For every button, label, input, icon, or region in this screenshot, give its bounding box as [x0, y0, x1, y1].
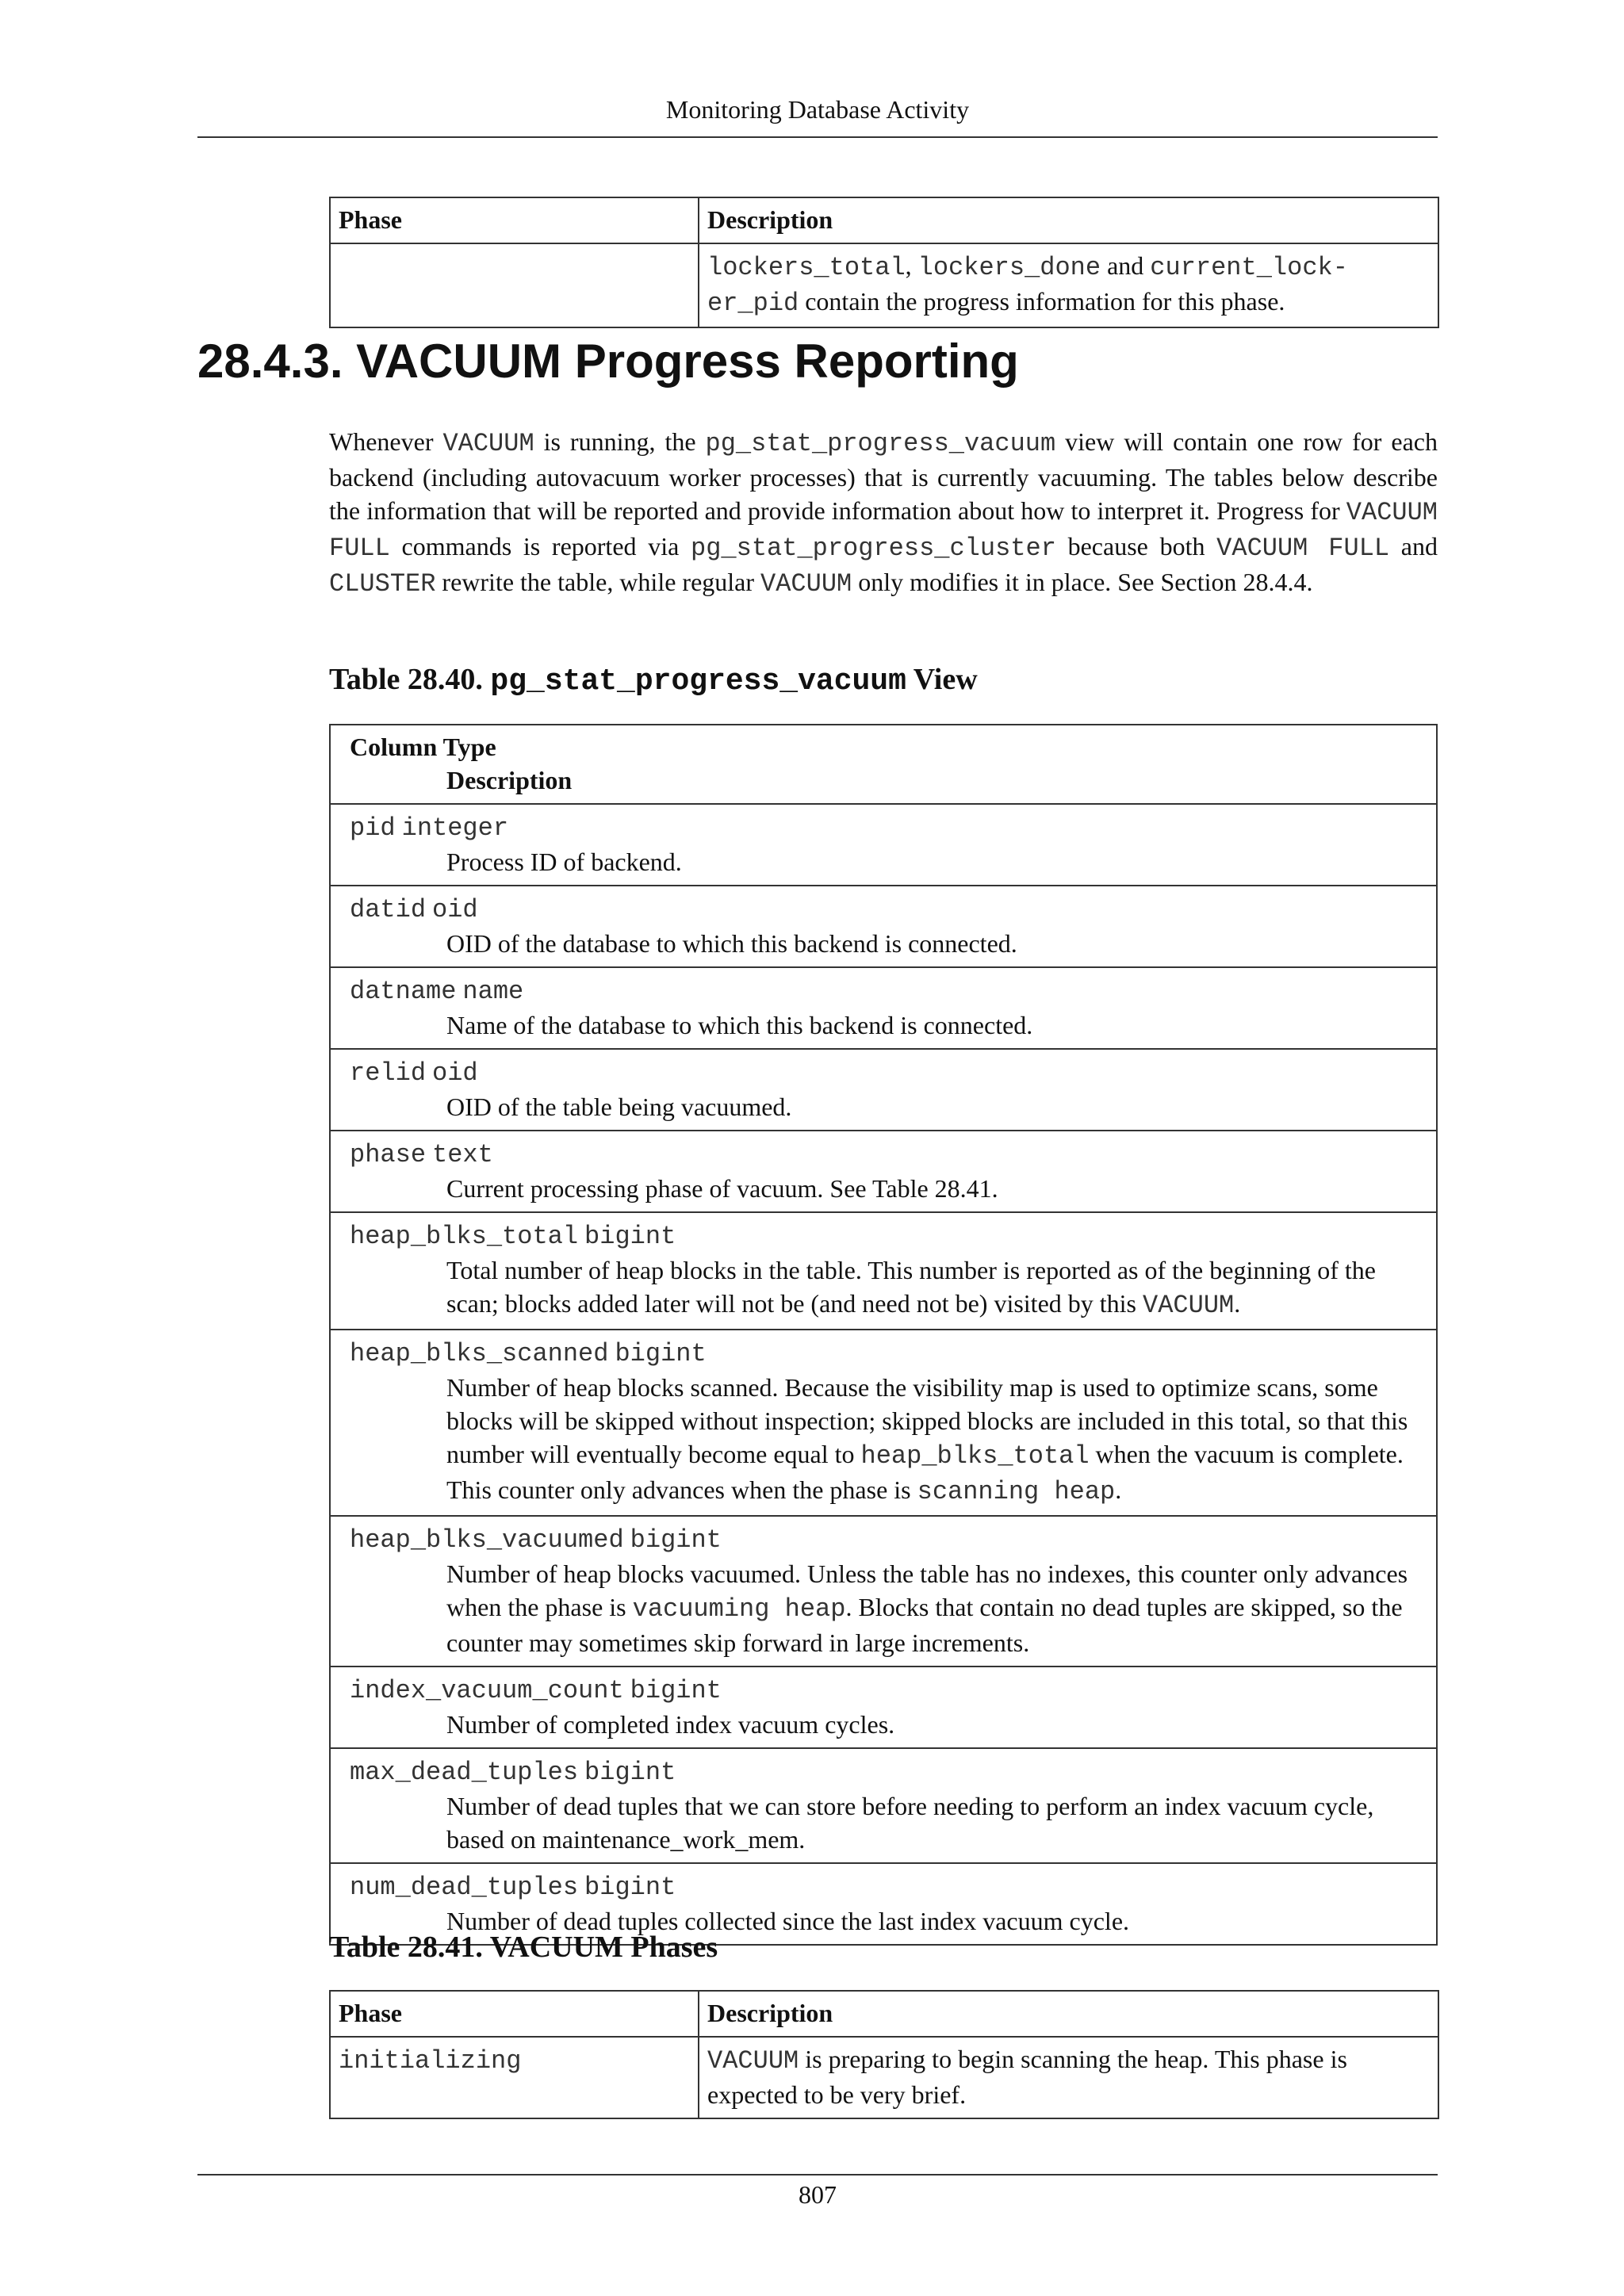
- table-row: [330, 1667, 1437, 1748]
- text-run: .: [1234, 1289, 1241, 1318]
- text-run: Process ID of backend.: [446, 848, 682, 876]
- table-header-row: [330, 1991, 1438, 2037]
- code-text: VACUUM: [1143, 1291, 1235, 1320]
- code-text: VACUUM: [442, 429, 534, 458]
- column-header-phase: Phase: [330, 1991, 699, 2037]
- page-number: 807: [799, 2180, 837, 2209]
- text-run: is running, the: [534, 427, 706, 456]
- footer-rule: [197, 2174, 1438, 2175]
- table-header-row: [330, 725, 1437, 804]
- text-run: because both: [1055, 532, 1217, 561]
- table-title: Table 28.40. pg_stat_progress_vacuum View: [329, 663, 978, 698]
- text-run: OID of the database to which this backend is connected.: [446, 929, 1017, 958]
- running-header: Monitoring Database Activity: [665, 95, 970, 124]
- table-row: [330, 243, 1438, 327]
- text-run: commands is reported via: [389, 532, 691, 561]
- view-name: pg_stat_progress_vacuum: [490, 664, 906, 698]
- code-text: lockers_done: [917, 253, 1101, 282]
- table-row: [330, 886, 1437, 967]
- column-type: bigint: [584, 1222, 676, 1251]
- phase-name: initializing: [339, 2046, 522, 2076]
- description-cell: lockers_total, lockers_done and current_lock- er_pid contain the progress information for this phase.: [699, 243, 1438, 327]
- column-type: integer: [401, 813, 509, 843]
- column-description: [350, 1789, 1420, 1856]
- code-text: scanning heap: [917, 1477, 1116, 1506]
- text-run: Whenever: [329, 427, 443, 456]
- column-type: bigint: [584, 1758, 676, 1787]
- column-type: text: [432, 1140, 493, 1169]
- code-text: vacuuming heap: [632, 1594, 846, 1624]
- column-name: num_dead_tuples: [350, 1873, 579, 1902]
- description-header: Description: [446, 766, 573, 794]
- previous-phase-table: [329, 197, 1439, 328]
- text-run: Number of completed index vacuum cycles.: [446, 1710, 895, 1739]
- table-row: [330, 2037, 1438, 2118]
- column-description: [350, 1371, 1420, 1509]
- text-run: Name of the database to which this backend is connected.: [446, 1011, 1033, 1039]
- code-text: lockers_total: [707, 253, 906, 282]
- code-text: pg_stat_progress_vacuum: [705, 429, 1056, 458]
- code-text: VACUUM: [707, 2046, 799, 2076]
- table-row: [330, 1330, 1437, 1516]
- table-row: [330, 804, 1437, 886]
- column-name: heap_blks_scanned: [350, 1339, 609, 1368]
- column-description: [350, 845, 1420, 878]
- text-run: .: [1115, 1475, 1122, 1504]
- header-rule: [197, 136, 1438, 138]
- column-type: bigint: [630, 1676, 722, 1705]
- column-name: datname: [350, 977, 457, 1006]
- column-description: [350, 1008, 1420, 1042]
- text-run: . Blocks that contain no dead tuples are skipped, so the counter may sometimes skip forward in large increments.: [446, 1593, 1403, 1657]
- column-description: [350, 1557, 1420, 1659]
- section-title: 28.4.3. VACUUM Progress Reporting: [197, 335, 1019, 388]
- table-header-row: [330, 197, 1438, 243]
- code-text: VACUUM FULL: [329, 498, 1438, 563]
- text-run: and: [1389, 532, 1438, 561]
- table-title: Table 28.41. VACUUM Phases: [329, 1931, 718, 1964]
- column-type: bigint: [630, 1525, 722, 1555]
- text-run: Number of dead tuples collected since the last index vacuum cycle.: [446, 1907, 1130, 1935]
- text-run: is preparing to begin scanning the heap. This phase is expected to be very brief.: [707, 2045, 1347, 2109]
- column-header-phase: Phase: [330, 197, 699, 243]
- table-row: [330, 1516, 1437, 1667]
- table-row: [330, 967, 1437, 1049]
- text-run: rewrite the table, while regular: [435, 568, 761, 596]
- table-row: [330, 1748, 1437, 1863]
- text-run: Current processing phase of vacuum. See Table 28.41.: [446, 1174, 998, 1203]
- column-description: [350, 1708, 1420, 1741]
- column-name: phase: [350, 1140, 427, 1169]
- view-columns-table: [329, 724, 1438, 1946]
- column-name: heap_blks_vacuumed: [350, 1525, 624, 1555]
- text-run: only modifies it in place. See Section 28.4.4.: [852, 568, 1313, 596]
- table-row: [330, 1131, 1437, 1212]
- column-header-description: Description: [699, 197, 1438, 243]
- code-text: heap_blks_total: [860, 1441, 1090, 1471]
- column-name: datid: [350, 895, 427, 924]
- code-text: CLUSTER: [329, 569, 436, 599]
- intro-paragraph: [329, 425, 1438, 601]
- text-run: when the vacuum is complete. This counter only advances when the phase is: [446, 1440, 1404, 1504]
- phase-description: [699, 2037, 1438, 2118]
- phase-cell: [330, 243, 699, 327]
- column-type-header: Column Type: [350, 733, 496, 761]
- table-row: [330, 1212, 1437, 1330]
- vacuum-phases-table: [329, 1990, 1439, 2119]
- code-text: VACUUM: [760, 569, 852, 599]
- column-name: pid: [350, 813, 396, 843]
- column-name: max_dead_tuples: [350, 1758, 579, 1787]
- column-header-description: Description: [699, 1991, 1438, 2037]
- column-type: name: [462, 977, 524, 1006]
- text-run: Number of dead tuples that we can store before needing to perform an index vacuum cycle, based on maintenance_work_mem.: [446, 1792, 1374, 1854]
- text-run: view will contain one row for each backend (including autovacuum worker processes) that is currently vacuuming. The tables below describe the information that will be reported and provide information about how to interpret it. Progress for: [329, 427, 1438, 525]
- code-text: pg_stat_progress_cluster: [691, 534, 1056, 563]
- column-type: oid: [432, 1058, 478, 1088]
- code-text: current_lock-: [1150, 253, 1348, 282]
- text-run: Number of heap blocks vacuumed. Unless the table has no indexes, this counter only advances when the phase is: [446, 1559, 1408, 1621]
- column-description: [350, 1253, 1420, 1322]
- column-type: bigint: [615, 1339, 707, 1368]
- column-type: oid: [432, 895, 478, 924]
- text-run: Number of heap blocks scanned. Because the visibility map is used to optimize scans, some blocks will be skipped without inspection; skipped blocks are included in this total, so that this number will eventually become equal to: [446, 1373, 1408, 1468]
- column-type: bigint: [584, 1873, 676, 1902]
- text-run: Total number of heap blocks in the table. This number is reported as of the beginning of the scan; blocks added later will not be (and need not be) visited by this: [446, 1256, 1376, 1318]
- column-name: heap_blks_total: [350, 1222, 579, 1251]
- column-name: index_vacuum_count: [350, 1676, 624, 1705]
- code-text: VACUUM FULL: [1216, 534, 1390, 563]
- column-name: relid: [350, 1058, 427, 1088]
- code-text: er_pid: [707, 289, 799, 318]
- table-row: [330, 1049, 1437, 1131]
- column-description: [350, 927, 1420, 960]
- text-run: OID of the table being vacuumed.: [446, 1093, 792, 1121]
- column-description: [350, 1090, 1420, 1123]
- column-description: [350, 1172, 1420, 1205]
